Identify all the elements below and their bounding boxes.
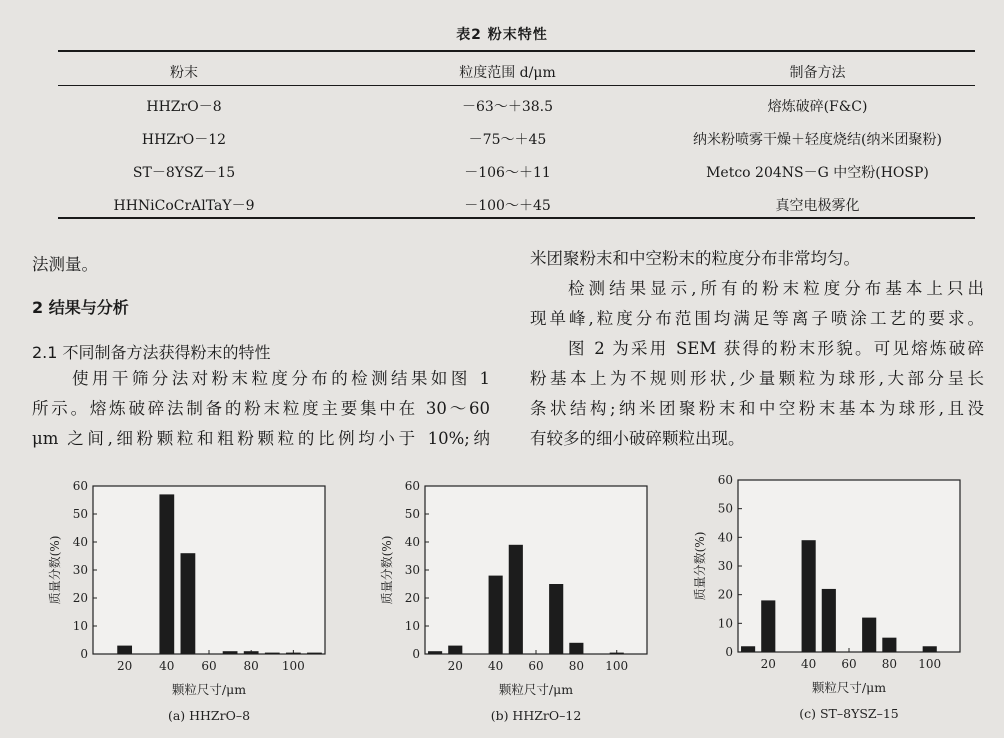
table-cell: －63～＋38.5 xyxy=(462,99,553,115)
chart-b xyxy=(355,478,675,734)
y-axis-label: 质量分数(%) xyxy=(693,531,707,601)
bar xyxy=(181,553,196,654)
x-axis-label: 颗粒尺寸/μm xyxy=(171,682,247,697)
bar xyxy=(862,618,876,652)
table-top-rule xyxy=(58,50,975,52)
bar xyxy=(286,653,301,654)
y-axis-label: 质量分数(%) xyxy=(48,535,62,605)
left-para-line: μm 之间,细粉颗粒和粗粉颗粒的比例均小于 10%;纳 xyxy=(32,429,490,448)
x-axis-label: 颗粒尺寸/μm xyxy=(811,680,887,695)
y-tick-label: 40 xyxy=(404,535,420,549)
subsection-heading: 2.1 不同制备方法获得粉末的特性 xyxy=(32,343,271,362)
bar xyxy=(489,576,503,654)
right-para-line: 图 2 为采用 SEM 获得的粉末形貌。可见熔炼破碎 xyxy=(568,339,984,358)
y-tick-label: 0 xyxy=(80,647,88,661)
x-tick-label: 20 xyxy=(760,657,776,671)
left-para-line: 使用干筛分法对粉末粒度分布的检测结果如图 1 xyxy=(72,369,490,388)
table-cell: ST－8YSZ－15 xyxy=(132,165,236,181)
right-para-line: 条状结构;纳米团聚粉末和中空粉末基本为球形,且没 xyxy=(530,399,984,418)
right-para-line: 米团聚粉末和中空粉末的粒度分布非常均匀。 xyxy=(530,249,860,268)
right-para-line: 检测结果显示,所有的粉末粒度分布基本上只出 xyxy=(568,279,984,298)
x-tick-label: 100 xyxy=(605,659,629,673)
table-header-method: 制备方法 xyxy=(789,65,846,81)
right-para-line: 有较多的细小破碎颗粒出现。 xyxy=(530,429,745,448)
bar xyxy=(610,653,624,654)
table-cell: HHNiCoCrAlTaY－9 xyxy=(113,198,255,214)
y-tick-label: 10 xyxy=(72,619,88,633)
y-tick-label: 60 xyxy=(717,473,733,487)
y-tick-label: 30 xyxy=(72,563,88,577)
y-tick-label: 50 xyxy=(72,507,88,521)
x-tick-label: 80 xyxy=(568,659,585,673)
bar xyxy=(923,646,937,652)
bar xyxy=(244,651,259,654)
bar xyxy=(448,646,462,654)
bar xyxy=(428,651,442,654)
x-tick-label: 80 xyxy=(243,659,259,673)
chart-a xyxy=(30,478,350,734)
bar xyxy=(509,545,523,654)
table-bottom-rule xyxy=(58,217,975,219)
y-tick-label: 20 xyxy=(72,591,88,605)
bar xyxy=(802,540,816,652)
plot-frame xyxy=(93,486,325,654)
bar xyxy=(265,653,280,654)
y-tick-label: 0 xyxy=(412,647,420,661)
y-tick-label: 20 xyxy=(717,587,733,602)
chart-caption: (c) ST–8YSZ–15 xyxy=(799,706,899,721)
y-tick-label: 60 xyxy=(404,479,420,493)
chart-a-svg xyxy=(30,478,350,734)
right-para-line: 粉基本上为不规则形状,少量颗粒为球形,大部分呈长 xyxy=(530,369,984,388)
x-tick-label: 60 xyxy=(528,659,544,673)
table-cell: HHZrO－8 xyxy=(146,99,222,115)
y-tick-label: 30 xyxy=(404,563,420,577)
bar xyxy=(882,638,896,652)
bar xyxy=(569,643,583,654)
bar xyxy=(159,494,174,654)
table-cell: －100～＋45 xyxy=(464,198,551,214)
y-tick-label: 40 xyxy=(72,535,88,549)
bar xyxy=(307,653,322,654)
x-tick-label: 100 xyxy=(918,657,942,671)
table-cell: 真空电极雾化 xyxy=(775,198,860,214)
chart-c xyxy=(675,472,995,734)
table-cell: －75～＋45 xyxy=(468,132,547,148)
x-tick-label: 40 xyxy=(487,659,504,673)
x-tick-label: 80 xyxy=(881,657,898,671)
y-tick-label: 30 xyxy=(717,559,733,573)
x-tick-label: 60 xyxy=(201,659,217,673)
left-para-line: 所示。熔炼破碎法制备的粉末粒度主要集中在 30～60 xyxy=(32,399,490,418)
plot-frame xyxy=(425,486,647,654)
x-tick-label: 40 xyxy=(159,659,175,673)
x-axis-label: 颗粒尺寸/μm xyxy=(498,682,574,697)
table-cell: －106～＋11 xyxy=(464,165,551,181)
chart-c-svg xyxy=(675,472,995,734)
bar xyxy=(223,651,238,654)
right-para-line: 现单峰,粒度分布范围均满足等离子喷涂工艺的要求。 xyxy=(530,309,984,328)
table-header-rule xyxy=(58,85,975,86)
y-tick-label: 50 xyxy=(404,507,420,521)
table-title: 表2 粉末特性 xyxy=(456,27,548,43)
y-tick-label: 60 xyxy=(72,479,88,493)
left-line-1: 法测量。 xyxy=(32,255,98,274)
chart-caption: (b) HHZrO–12 xyxy=(490,708,582,723)
x-tick-label: 40 xyxy=(800,657,817,671)
y-axis-label: 质量分数(%) xyxy=(380,535,394,605)
bar xyxy=(117,646,132,654)
table-cell: Metco 204NS－G 中空粉(HOSP) xyxy=(706,165,929,181)
bar xyxy=(822,589,836,652)
y-tick-label: 40 xyxy=(717,530,733,545)
table-header-powder: 粉末 xyxy=(170,65,198,81)
y-tick-label: 0 xyxy=(725,645,733,659)
bar xyxy=(741,646,755,652)
x-tick-label: 20 xyxy=(447,659,463,673)
table-cell: 熔炼破碎(F&C) xyxy=(767,99,868,115)
table-cell: HHZrO－12 xyxy=(141,132,227,148)
y-tick-label: 50 xyxy=(717,501,733,516)
y-tick-label: 10 xyxy=(717,616,733,631)
y-tick-label: 10 xyxy=(404,619,420,633)
y-tick-label: 20 xyxy=(404,591,420,605)
bar xyxy=(549,584,563,654)
chart-b-svg xyxy=(355,478,675,734)
x-tick-label: 100 xyxy=(281,659,305,673)
x-tick-label: 20 xyxy=(116,659,133,673)
table-header-size-range: 粒度范围 d/μm xyxy=(459,65,556,81)
x-tick-label: 60 xyxy=(841,657,857,671)
section-heading: 2 结果与分析 xyxy=(32,298,129,317)
chart-caption: (a) HHZrO–8 xyxy=(167,708,251,723)
table-cell: 纳米粉喷雾干燥＋轻度烧结(纳米团聚粉) xyxy=(693,132,942,148)
bar xyxy=(761,600,775,652)
